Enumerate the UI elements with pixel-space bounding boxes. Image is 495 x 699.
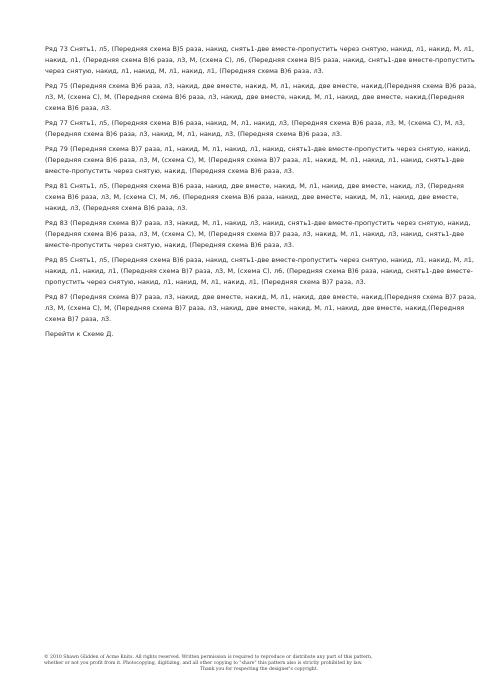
row-83: Ряд 83 (Передняя схема В)7 раза, л3, накид, М, л1, накид, л3, накид, снять1-две вместе-пропустить через снятую, накид, (Передняя схема В)6 раза, л3, М, (схема С), М, (Передняя схема В)7 раза, л3, накид, М, л1, накид, л3, накид, снять1-две вместе-пропустить через снятую, накид, (Передняя схема В)6 раза, л3. — [45, 219, 471, 249]
pattern-instructions — [45, 44, 477, 344]
copyright-footer — [44, 655, 474, 673]
row-75: Ряд 75 (Передняя схема В)6 раза, л3, накид, две вместе, накид, М, л1, накид, две вместе, накид,(Передняя схема В)6 раза, л3, М, (схема С), М, (Передняя схема В)6 раза, л3, накид, две вместе, накид, М, л1, накид, две вместе, накид,(Передняя схема В)6 раза, л3. — [45, 82, 477, 112]
copyright-line-2: whether or not you profit from it. Photocopying, digitizing, and all other copying to "share" this pattern also is strictly prohibited by law. — [44, 661, 363, 666]
row-85: Ряд 85 Снять1, л5, (Передняя схема В)6 раза, накид, снять1-две вместе-пропустить через снятую, накид, л1, накид, М, л1, накид, л1, накид, л1, (Передняя схема В)7 раза, л3, М, (схема С), л6, (Передняя схема В)6 раза, накид, снять1-две вместе-пропустить через снятую, накид, л1, накид, М, л1, накид, л1, (Передняя схема В)7 раза, л3. — [45, 256, 474, 286]
row-81: Ряд 81 Снять1, л5, (Передняя схема В)6 раза, накид, две вместе, накид, М, л1, накид, две вместе, накид, л3, (Передняя схема В)6 раза, л3, М, (схема С), М, л6, (Передняя схема В)6 раза, накид, две вместе, накид, М, л1, накид, две вместе, накид, л3, (Передняя схема В)6 раза, л3. — [45, 182, 464, 212]
copyright-line-1: © 2010 Shawn Glidden of Acme Knits. All rights reserved. Written permission is required to reproduce or distribute any part of this pattern, — [44, 655, 373, 660]
row-77: Ряд 77 Снять1, л5, (Передняя схема В)6 раза, накид, М, л1, накид, л3, (Передняя схема В)6 раза, л3, М, (схема С), М, л3, (Передняя схема В)6 раза, л3, накид, М, л1, накид, л3, (Передняя схема В)6 раза, л3. — [45, 119, 465, 138]
row-87: Ряд 87 (Передняя схема В)7 раза, л3, накид, две вместе, накид, М, л1, накид, две вместе, накид,(Передняя схема В)7 раза, л3, М, (схема С), М, (Передняя схема В)7 раза, л3, накид, две вместе, накид, М, л1, накид, две вместе, накид,(Передняя схема В)7 раза, л3. — [45, 293, 477, 323]
copyright-line-3: Thank you for respecting the designer's copyright. — [199, 667, 319, 672]
row-79: Ряд 79 (Передняя схема В)7 раза, л1, накид, М, л1, накид, л1, накид, снять1-две вместе-пропустить через снятую, накид, (Передняя схема В)6 раза, л3, М, (схема С), М, (Передняя схема В)7 раза, л1, накид, М, л1, накид, л1, накид, снять1-две вместе-пропустить через снятую, накид, (Передняя схема В)6 раза, л3. — [45, 145, 471, 175]
row-73: Ряд 73 Снять1, л5, (Передняя схема В)5 раза, накид, снять1-две вместе-пропустить через снятую, накид, л1, накид, М, л1, накид, л1, (Передняя схема В)6 раза, л3, М, (схема С), л6, (Передняя схема В)5 раза, накид, снять1-две вместе-пропустить через снятую, накид, л1, накид, М, л1, накид, л1, (Передняя схема В)6 раза, л3. — [45, 45, 475, 75]
goto-chart-d-link[interactable]: Перейти к Схеме Д. — [45, 330, 114, 338]
